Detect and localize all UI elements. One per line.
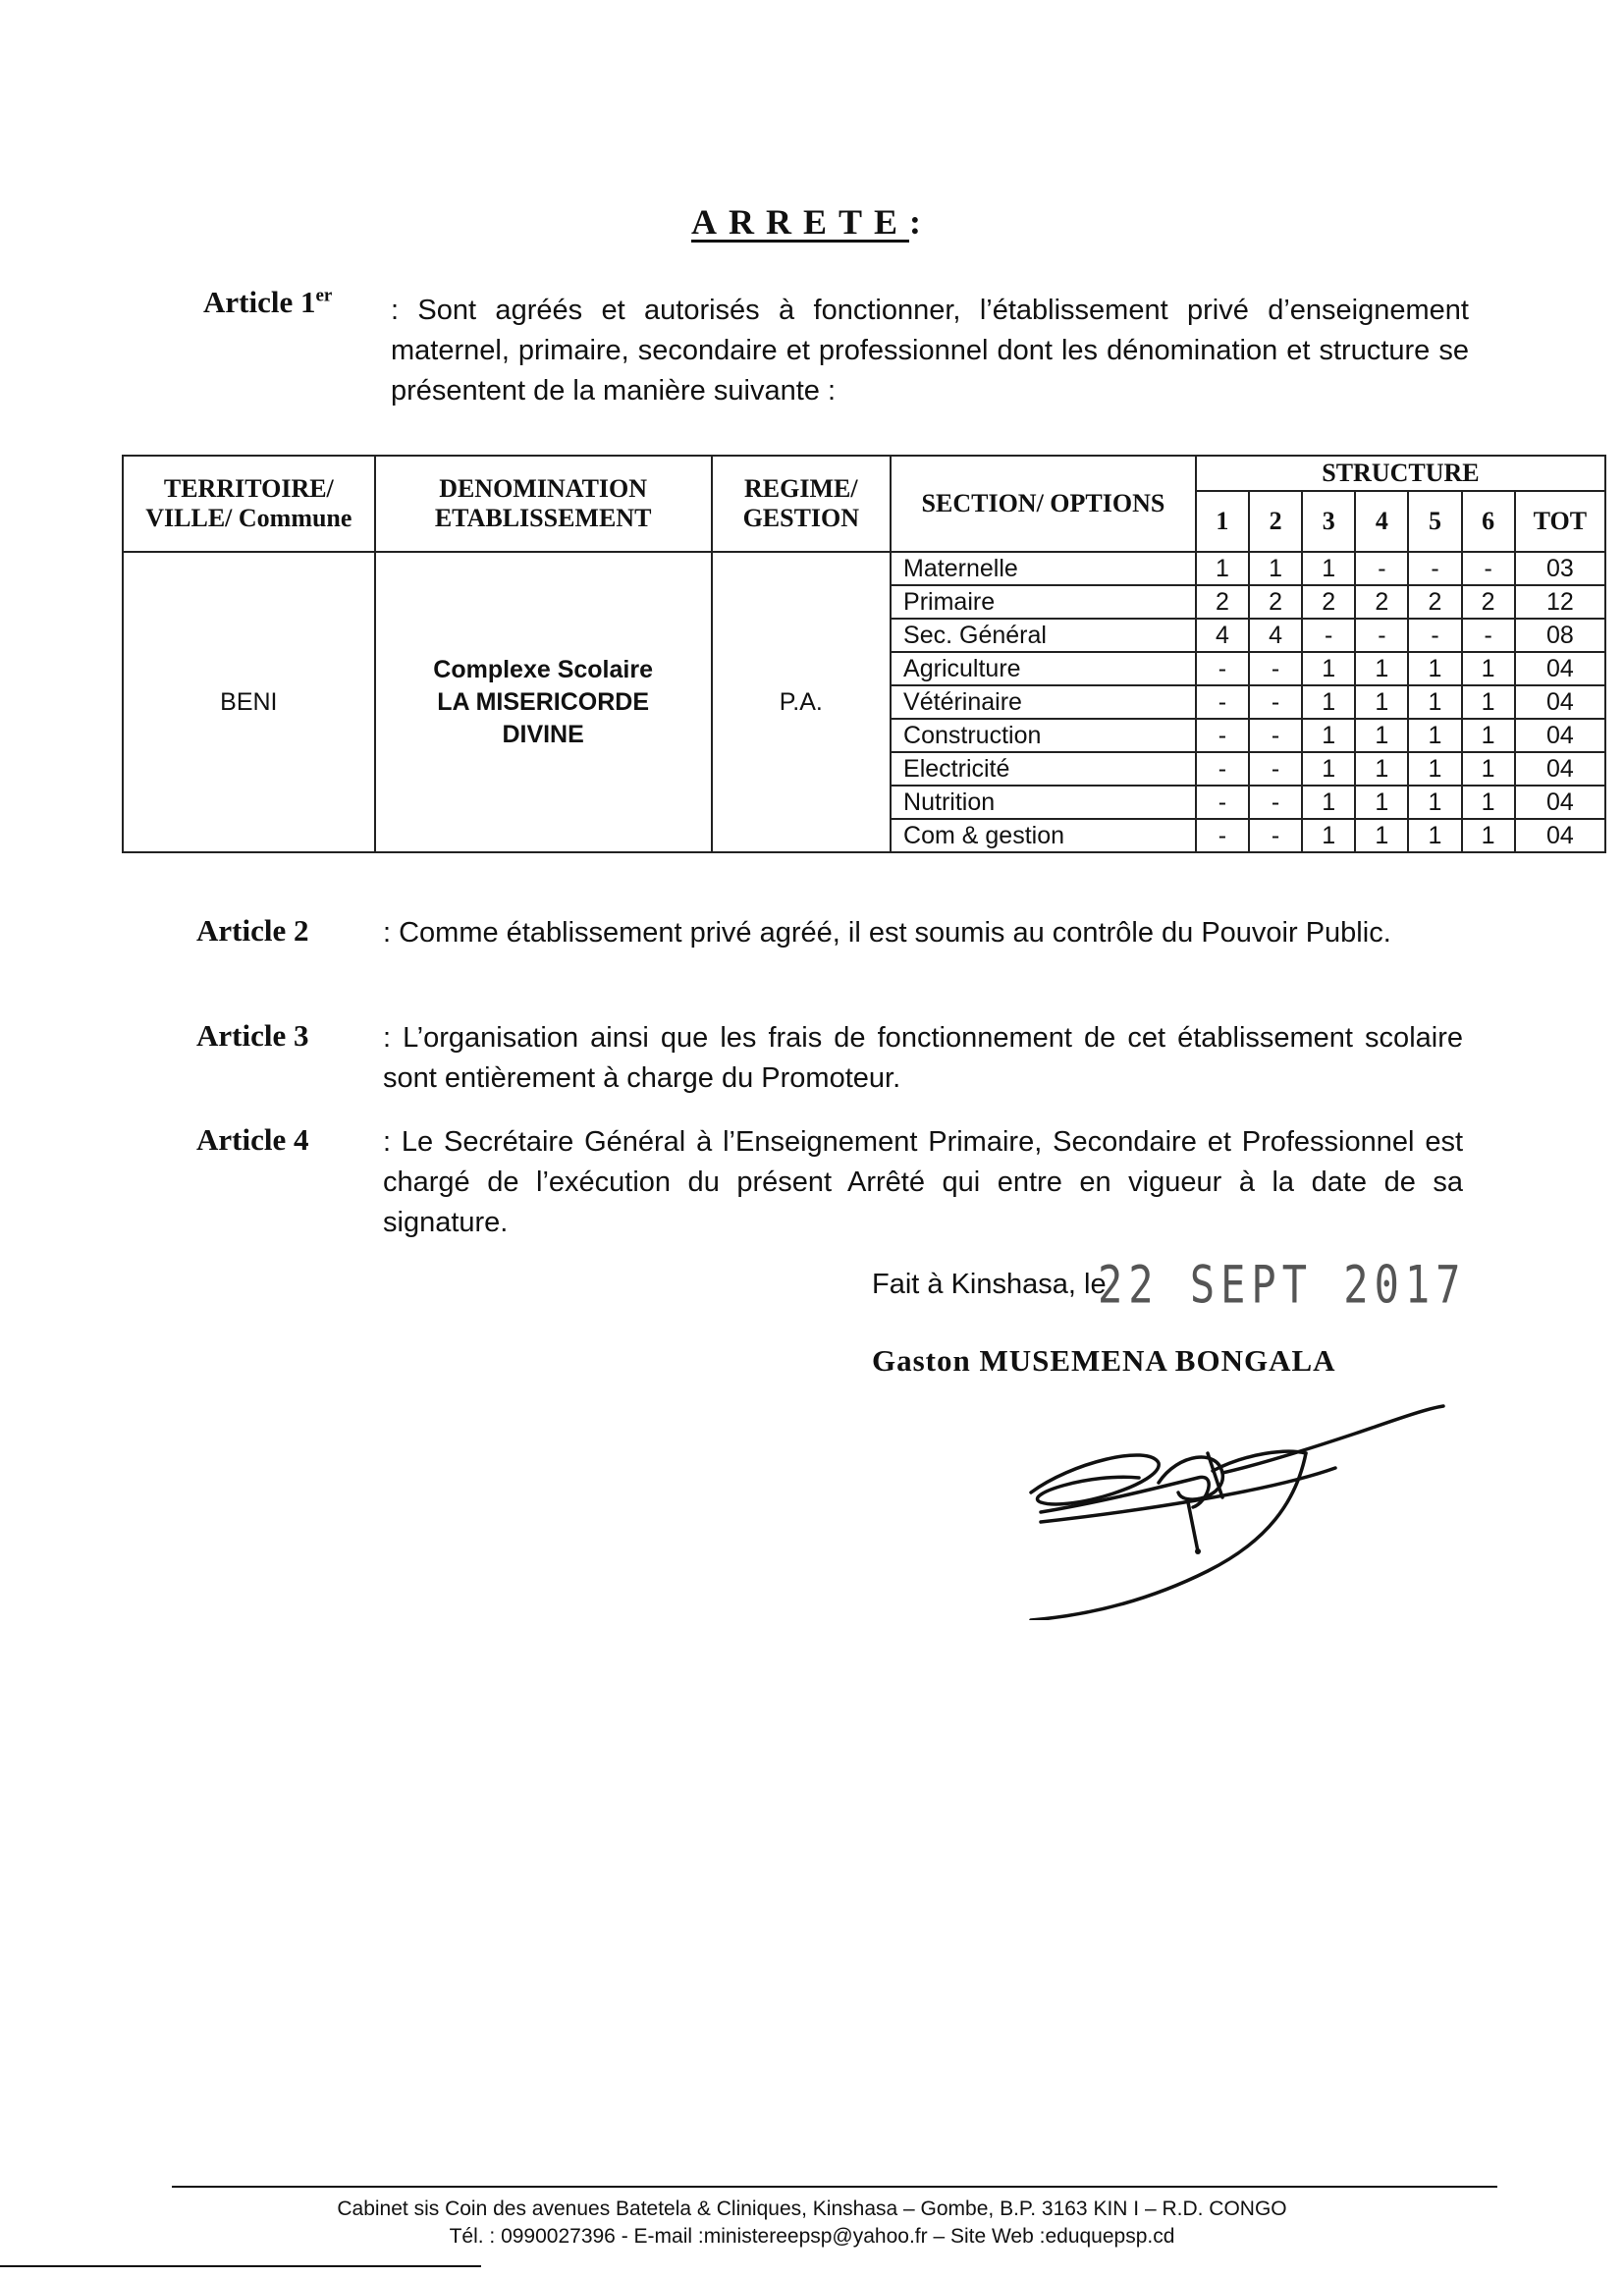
cell-value: 2: [1408, 585, 1461, 619]
document-title: [0, 201, 1624, 243]
header-regime: REGIME/ GESTION: [712, 456, 891, 552]
cell-value: 1: [1355, 752, 1408, 786]
cell-option: Com & gestion: [891, 819, 1196, 852]
cell-value: -: [1408, 552, 1461, 585]
cell-territoire: BENI: [123, 552, 375, 852]
cell-value: 1: [1355, 685, 1408, 719]
cell-value: 1: [1462, 752, 1515, 786]
cell-option: Electricité: [891, 752, 1196, 786]
denomination-line-1: Complexe Scolaire: [433, 655, 653, 683]
cell-value: -: [1408, 619, 1461, 652]
handwritten-signature-icon: [1011, 1394, 1463, 1620]
cell-option: Nutrition: [891, 786, 1196, 819]
cell-total: 04: [1515, 685, 1605, 719]
cell-total: 04: [1515, 786, 1605, 819]
cell-option: Maternelle: [891, 552, 1196, 585]
cell-value: 1: [1462, 685, 1515, 719]
article-1-text: : Sont agréés et autorisés à fonctionner, l’établissement privé d’enseignement maternel, primaire, secondaire et professionnel dont les dénomination et structure se présentent de la manière suivante :: [391, 295, 1469, 407]
cell-regime: P.A.: [712, 552, 891, 852]
cell-option: Sec. Général: [891, 619, 1196, 652]
cell-value: -: [1196, 752, 1249, 786]
article-3-text: : L’organisation ainsi que les frais de fonctionnement de cet établissement scolaire sont entièrement à charge du Promoteur.: [383, 1022, 1463, 1094]
article-1-label: Article 1er: [203, 285, 333, 319]
cell-value: 1: [1408, 719, 1461, 752]
structure-table: [122, 455, 1606, 853]
cell-value: 1: [1355, 819, 1408, 852]
cell-total: 04: [1515, 819, 1605, 852]
title-text: ARRETE: [690, 202, 910, 242]
denomination-line-3: DIVINE: [502, 720, 584, 748]
cell-value: -: [1196, 719, 1249, 752]
cell-value: 1: [1408, 819, 1461, 852]
cell-value: -: [1196, 685, 1249, 719]
bottom-rule: [0, 2265, 481, 2267]
table-header-row-1: [123, 456, 1605, 491]
cell-value: -: [1355, 619, 1408, 652]
cell-value: -: [1302, 619, 1355, 652]
place-date: Fait à Kinshasa, le: [872, 1269, 1107, 1300]
cell-value: -: [1462, 552, 1515, 585]
cell-value: -: [1249, 719, 1302, 752]
cell-value: -: [1249, 819, 1302, 852]
footer-contact: Tél. : 0990027396 - E-mail :ministereepsp@yahoo.fr – Site Web :eduquepsp.cd: [449, 2225, 1175, 2248]
cell-value: 4: [1249, 619, 1302, 652]
cell-value: 2: [1249, 585, 1302, 619]
header-structure: STRUCTURE: [1196, 456, 1605, 491]
cell-value: -: [1249, 652, 1302, 685]
cell-total: 04: [1515, 652, 1605, 685]
cell-value: 1: [1302, 786, 1355, 819]
cell-value: -: [1249, 752, 1302, 786]
cell-value: 1: [1355, 719, 1408, 752]
cell-option: Agriculture: [891, 652, 1196, 685]
cell-value: 2: [1302, 585, 1355, 619]
article-2-text: : Comme établissement privé agréé, il est soumis au contrôle du Pouvoir Public.: [383, 917, 1391, 949]
cell-denomination: [375, 552, 712, 852]
cell-value: -: [1249, 786, 1302, 819]
header-tot: TOT: [1515, 491, 1605, 552]
cell-total: 04: [1515, 719, 1605, 752]
cell-total: 04: [1515, 752, 1605, 786]
cell-value: 1: [1355, 652, 1408, 685]
title-colon: :: [909, 202, 934, 242]
header-section: SECTION/ OPTIONS: [891, 456, 1196, 552]
cell-value: -: [1355, 552, 1408, 585]
cell-total: 12: [1515, 585, 1605, 619]
cell-value: 1: [1462, 652, 1515, 685]
cell-value: 1: [1462, 719, 1515, 752]
cell-value: -: [1249, 685, 1302, 719]
cell-value: 1: [1302, 719, 1355, 752]
cell-value: 1: [1462, 819, 1515, 852]
cell-option: Construction: [891, 719, 1196, 752]
cell-value: 1: [1302, 652, 1355, 685]
cell-value: 1: [1302, 552, 1355, 585]
footer-rule: [172, 2186, 1497, 2188]
date-stamp: 22 SEPT 2017: [1098, 1254, 1467, 1316]
cell-value: 4: [1196, 619, 1249, 652]
cell-value: 1: [1408, 685, 1461, 719]
footer-address: Cabinet sis Coin des avenues Batetela & Cliniques, Kinshasa – Gombe, B.P. 3163 KIN I – R.D. CONGO: [337, 2198, 1287, 2220]
cell-value: 2: [1355, 585, 1408, 619]
cell-value: 1: [1249, 552, 1302, 585]
cell-value: 2: [1196, 585, 1249, 619]
header-level-5: 5: [1408, 491, 1461, 552]
header-level-1: 1: [1196, 491, 1249, 552]
header-level-6: 6: [1462, 491, 1515, 552]
cell-value: 1: [1355, 786, 1408, 819]
cell-option: Primaire: [891, 585, 1196, 619]
header-level-2: 2: [1249, 491, 1302, 552]
cell-value: -: [1196, 786, 1249, 819]
cell-value: 1: [1302, 685, 1355, 719]
signatory-name: Gaston MUSEMENA BONGALA: [872, 1343, 1336, 1378]
table-row: [123, 552, 1605, 585]
cell-value: 1: [1462, 786, 1515, 819]
cell-value: -: [1196, 819, 1249, 852]
cell-value: 1: [1408, 752, 1461, 786]
cell-value: 1: [1302, 819, 1355, 852]
article-4-label: Article 4: [196, 1122, 309, 1157]
cell-total: 08: [1515, 619, 1605, 652]
denomination-line-2: LA MISERICORDE: [437, 687, 649, 716]
cell-value: 2: [1462, 585, 1515, 619]
cell-total: 03: [1515, 552, 1605, 585]
article-1-sup: er: [315, 285, 333, 306]
header-level-4: 4: [1355, 491, 1408, 552]
header-denomination: DENOMINATION ETABLISSEMENT: [375, 456, 712, 552]
article-4-text: : Le Secrétaire Général à l’Enseignement Primaire, Secondaire et Professionnel est chargé de l’exécution du présent Arrêté qui entre en vigueur à la date de sa signature.: [383, 1126, 1463, 1238]
article-3-label: Article 3: [196, 1018, 309, 1053]
header-level-3: 3: [1302, 491, 1355, 552]
cell-value: 1: [1302, 752, 1355, 786]
cell-option: Vétérinaire: [891, 685, 1196, 719]
header-territoire: TERRITOIRE/ VILLE/ Commune: [123, 456, 375, 552]
cell-value: 1: [1408, 786, 1461, 819]
cell-value: -: [1462, 619, 1515, 652]
article-2-label: Article 2: [196, 913, 309, 948]
cell-value: 1: [1408, 652, 1461, 685]
cell-value: 1: [1196, 552, 1249, 585]
cell-value: -: [1196, 652, 1249, 685]
